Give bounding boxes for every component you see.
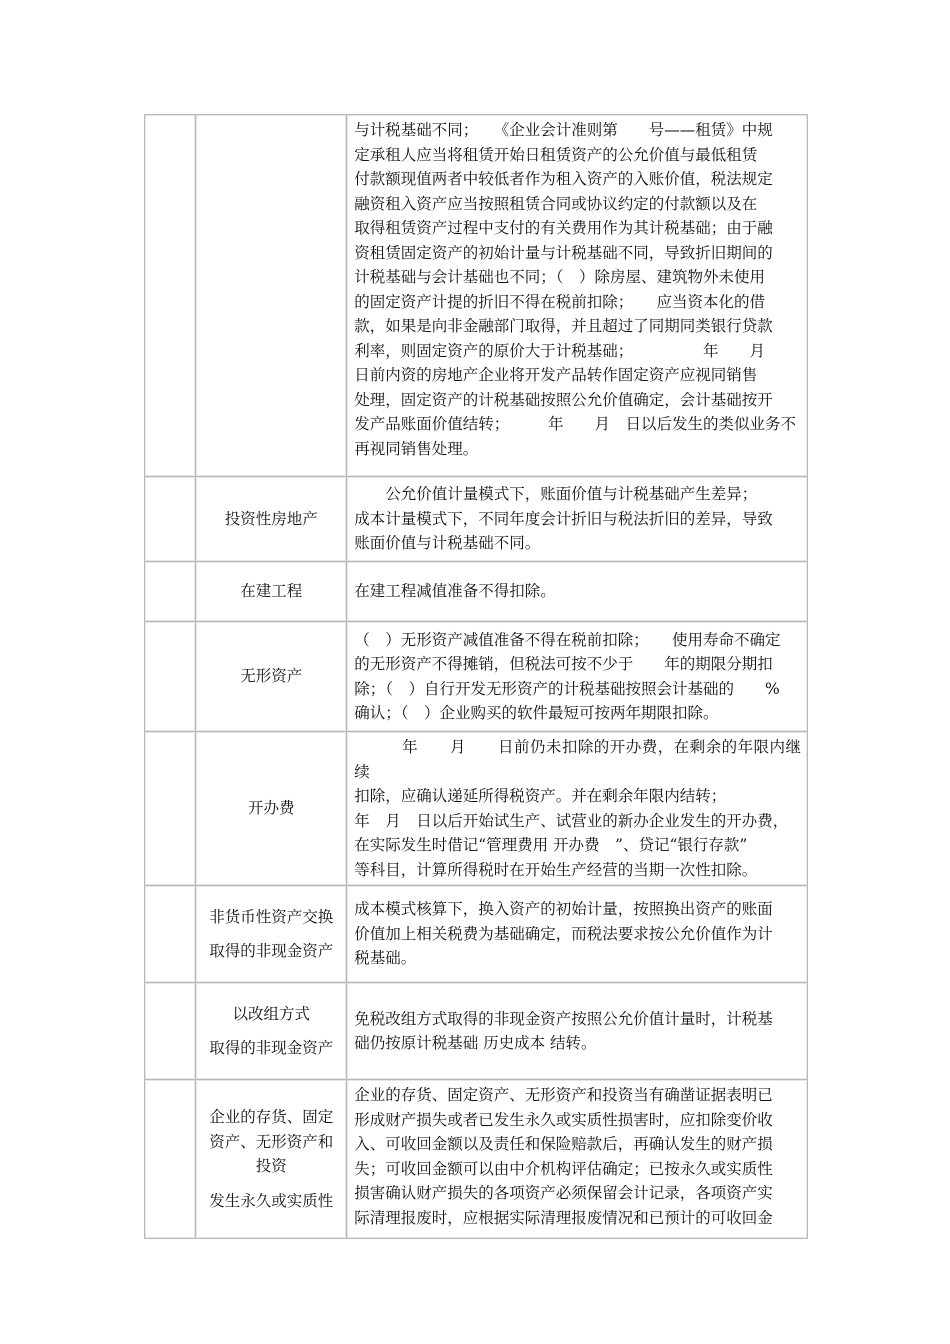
- category-label: 以改组方式: [232, 1004, 310, 1023]
- description-cell: [346, 1079, 808, 1239]
- description-line: 企业的存货、固定资产、无形资产和投资当有确凿证据表明已: [354, 1086, 773, 1104]
- description-line: 确认；（ ）企业购买的软件最短可按两年期限扣除。: [354, 704, 719, 722]
- row-index-cell: [144, 621, 195, 731]
- table-row: [144, 885, 808, 982]
- tax-basis-table: [144, 114, 808, 1239]
- row-index-cell: [144, 476, 195, 561]
- table-row: [144, 1079, 808, 1239]
- table-row: [144, 114, 808, 476]
- description-line: 年 月 日以后开始试生产、试营业的新办企业发生的开办费，: [354, 811, 789, 830]
- category-cell: [195, 114, 346, 476]
- description-line: 形成财产损失或者已发生永久或实质性损害时，应扣除变价收: [354, 1110, 773, 1129]
- table-row: [144, 982, 808, 1079]
- table-row: [144, 476, 808, 561]
- category-label: 取得的非现金资产: [209, 1039, 334, 1057]
- row-index-cell: [144, 114, 195, 476]
- category-label: 投资: [255, 1157, 287, 1175]
- description-cell: [346, 982, 808, 1079]
- description-line: 资租赁固定资产的初始计量与计税基础不同，导致折旧期间的: [354, 243, 773, 262]
- category-label: 非货币性资产交换: [209, 907, 334, 926]
- description-line: 取得租赁资产过程中支付的有关费用作为其计税基础；由于融: [354, 219, 773, 237]
- description-line: 的固定资产计提的折旧不得在税前扣除； 应当资本化的借: [354, 292, 765, 311]
- description-line: 处理，固定资产的计税基础按照公允价值确定，会计基础按开: [354, 390, 773, 409]
- category-label: 无形资产: [240, 667, 303, 686]
- category-label: 资产、无形资产和: [209, 1132, 334, 1151]
- row-index-cell: [144, 561, 195, 621]
- description-cell: [346, 621, 808, 731]
- description-line: 在实际发生时借记“管理费用 开办费 ”、贷记“银行存款”: [354, 836, 748, 854]
- description-line: 年 月 日前仍未扣除的开办费，在剩余的年限内继续: [354, 738, 801, 781]
- category-label: 投资性房地产: [224, 509, 318, 528]
- description-cell: [346, 476, 808, 561]
- row-index-cell: [144, 1079, 195, 1239]
- description-line: 成本模式核算下，换入资产的初始计量，按照换出资产的账面: [354, 900, 773, 919]
- description-line: 损害确认财产损失的各项资产必须保留会计记录，各项资产实: [354, 1184, 773, 1202]
- row-index-cell: [144, 731, 195, 885]
- description-line: 日前内资的房地产企业将开发产品转作固定资产应视同销售: [354, 366, 758, 384]
- description-line: 价值加上相关税费为基础确定，而税法要求按公允价值作为计: [354, 924, 773, 943]
- table-row: [144, 561, 808, 621]
- description-line: 扣除，应确认递延所得税资产。并在剩余年限内结转；: [354, 787, 727, 805]
- description-line: 公允价值计量模式下，账面价值与计税基础产生差异；: [354, 485, 758, 504]
- description-line: 际清理报废时，应根据实际清理报废情况和已预计的可收回金: [354, 1208, 773, 1227]
- category-cell: [195, 731, 346, 885]
- category-cell: [195, 1079, 346, 1239]
- row-index-cell: [144, 885, 195, 982]
- description-line: 失；可收回金额可以由中介机构评估确定；已按永久或实质性: [354, 1159, 773, 1178]
- description-line: 等科目，计算所得税时在开始生产经营的当期一次性扣除。: [354, 860, 758, 879]
- category-cell: [195, 885, 346, 982]
- table-row: [144, 731, 808, 885]
- description-cell: [346, 731, 808, 885]
- category-label: 取得的非现金资产: [209, 942, 334, 960]
- description-line: 础仍按原计税基础 历史成本 结转。: [354, 1034, 597, 1052]
- description-line: 融资租入资产应当按照租赁合同或协议约定的付款额以及在: [354, 194, 758, 213]
- description-cell: [346, 114, 808, 476]
- description-line: 利率，则固定资产的原价大于计税基础； 年 月: [354, 341, 765, 360]
- description-line: （ ）无形资产减值准备不得在税前扣除； 使用寿命不确定: [354, 630, 781, 649]
- description-line: 账面价值与计税基础不同。: [354, 534, 541, 553]
- category-cell: [195, 476, 346, 561]
- description-line: 税基础。: [354, 949, 417, 968]
- category-cell: [195, 621, 346, 731]
- category-cell: [195, 982, 346, 1079]
- description-line: 除；（ ）自行开发无形资产的计税基础按照会计基础的 %: [354, 679, 780, 698]
- description-line: 再视同销售处理。: [354, 439, 479, 458]
- description-line: 入、可收回金额以及责任和保险赔款后，再确认发生的财产损: [354, 1135, 773, 1153]
- description-line: 款，如果是向非金融部门取得，并且超过了同期同类银行贷款: [354, 317, 773, 335]
- description-line: 成本计量模式下，不同年度会计折旧与税法折旧的差异，导致: [354, 509, 773, 528]
- description-line: 的无形资产不得摊销，但税法可按不少于 年的期限分期扣: [354, 655, 773, 673]
- row-index-cell: [144, 982, 195, 1079]
- description-line: 付款额现值两者中较低者作为租入资产的入账价值，税法规定: [354, 170, 773, 188]
- description-line: 在建工程减值准备不得扣除。: [354, 582, 556, 601]
- table-row: [144, 621, 808, 731]
- category-label: 发生永久或实质性: [209, 1191, 334, 1210]
- category-label: 企业的存货、固定: [209, 1108, 334, 1126]
- description-cell: [346, 885, 808, 982]
- description-line: 免税改组方式取得的非现金资产按照公允价值计量时，计税基: [354, 1009, 773, 1028]
- description-line: 发产品账面价值结转； 年 月 日以后发生的类似业务不: [354, 415, 796, 433]
- description-line: 定承租人应当将租赁开始日租赁资产的公允价值与最低租赁: [354, 145, 758, 164]
- category-cell: [195, 561, 346, 621]
- description-line: 计税基础与会计基础也不同；（ ）除房屋、建筑物外未使用: [354, 268, 765, 286]
- description-cell: [346, 561, 808, 621]
- description-line: 与计税基础不同； 《企业会计准则第 号——租赁》中规: [354, 121, 773, 139]
- category-label: 开办费: [247, 799, 295, 818]
- category-label: 在建工程: [240, 582, 303, 601]
